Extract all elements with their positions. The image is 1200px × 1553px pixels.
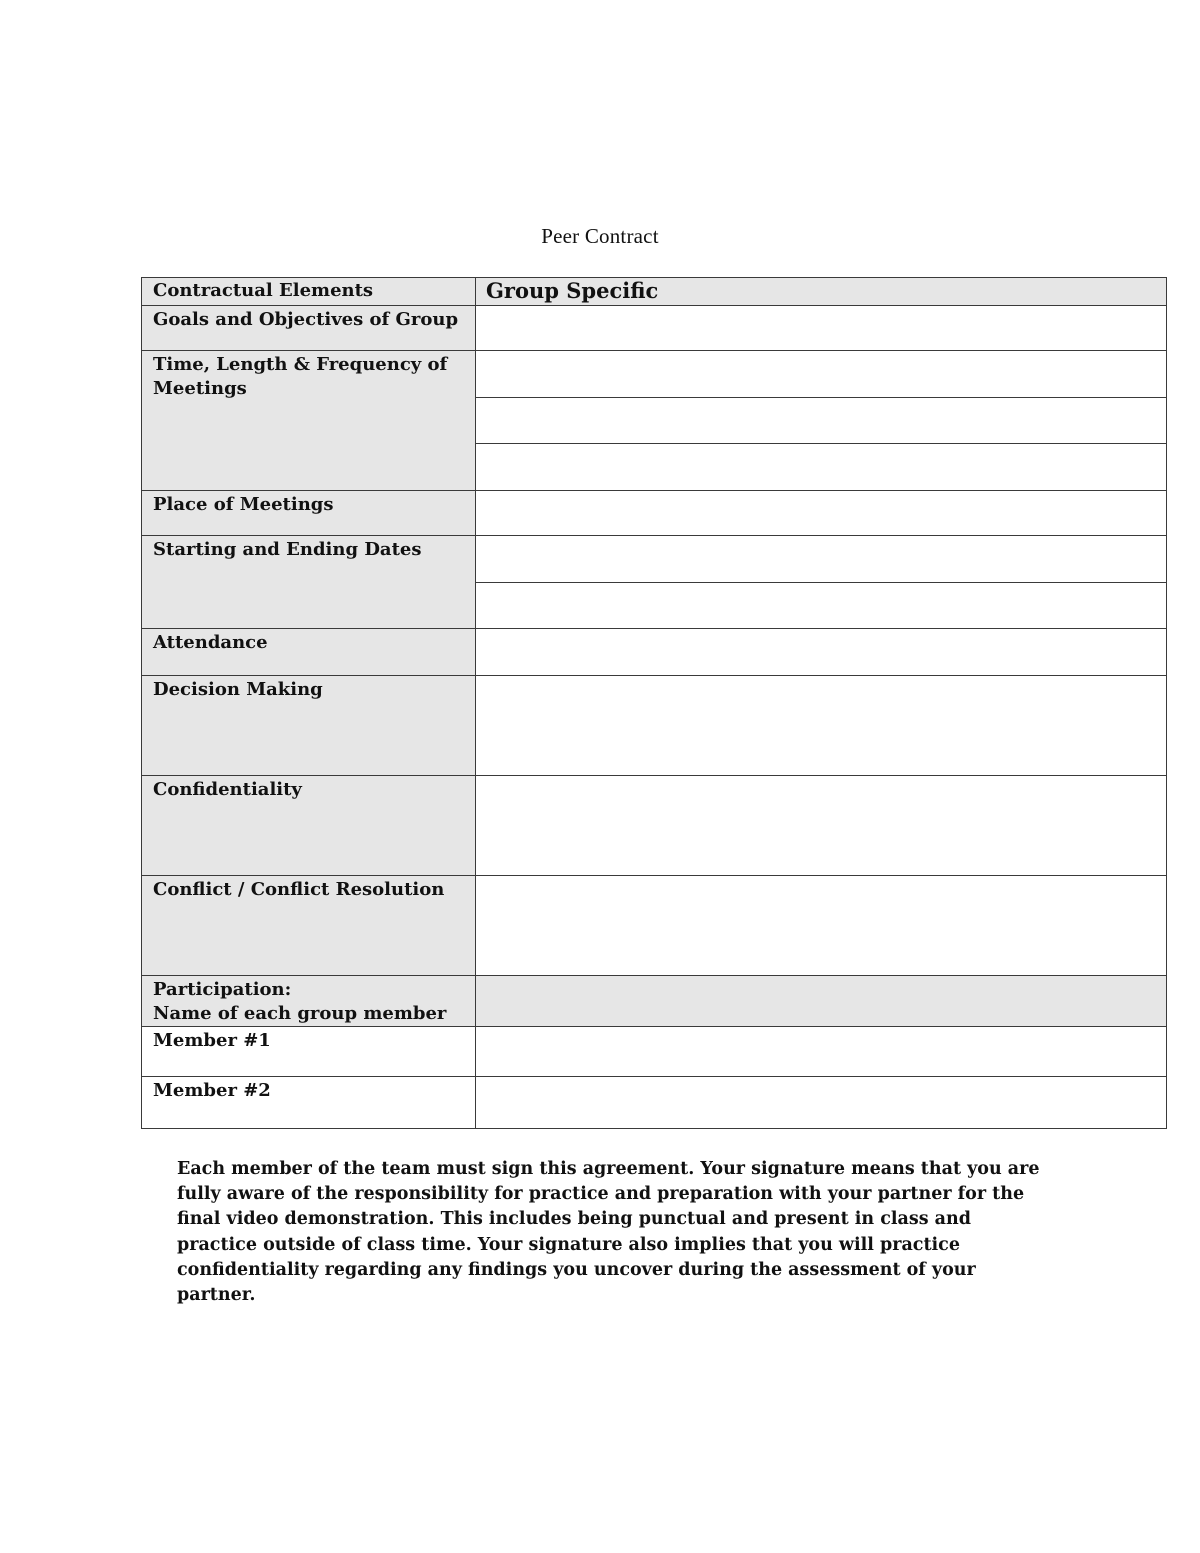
row-label-attendance: Attendance: [142, 629, 476, 676]
row-label-participation-line-2: Name of each group member: [153, 1003, 447, 1024]
peer-contract-table: [141, 277, 1167, 1129]
entry-place[interactable]: [476, 491, 1167, 536]
entry-attendance[interactable]: [476, 629, 1167, 676]
table-row: [142, 876, 1167, 976]
row-label-goals: Goals and Objectives of Group: [142, 306, 476, 351]
row-label-place: Place of Meetings: [142, 491, 476, 536]
entry-decision-making[interactable]: [476, 676, 1167, 776]
entry-goals[interactable]: [476, 306, 1167, 351]
table-row: [142, 776, 1167, 876]
row-label-participation: [142, 976, 476, 1027]
row-label-confidentiality: Confidentiality: [142, 776, 476, 876]
entry-member-1[interactable]: [476, 1027, 1167, 1077]
header-group-specific: Group Specific: [476, 278, 1167, 306]
row-label-conflict: Conflict / Conflict Resolution: [142, 876, 476, 976]
entry-time-1[interactable]: [476, 351, 1167, 398]
table-header-row: [142, 278, 1167, 306]
row-label-time-line-1: Time, Length & Frequency of: [153, 354, 448, 375]
row-label-member-2: Member #2: [142, 1077, 476, 1129]
entry-member-2[interactable]: [476, 1077, 1167, 1129]
table-row: [142, 351, 1167, 398]
entry-conflict[interactable]: [476, 876, 1167, 976]
table-row: [142, 629, 1167, 676]
table-row: [142, 306, 1167, 351]
row-label-dates: Starting and Ending Dates: [142, 536, 476, 629]
row-label-member-1: Member #1: [142, 1027, 476, 1077]
entry-participation: [476, 976, 1167, 1027]
row-label-decision-making: Decision Making: [142, 676, 476, 776]
row-label-time-line-2: Meetings: [153, 378, 247, 399]
entry-dates-1[interactable]: [476, 536, 1167, 583]
table-row: [142, 976, 1167, 1027]
row-label-time-length-frequency: [142, 351, 476, 491]
table-row: [142, 1077, 1167, 1129]
table-row: [142, 1027, 1167, 1077]
agreement-paragraph: Each member of the team must sign this agreement. Your signature means that you are fully aware of the responsibility for practice and preparation with your partner for the final video demonstration. This includes being punctual and present in class and practice outside of class time. Your signature also implies that you will practice confidentiality regarding any findings you uncover during the assessment of your partner.: [177, 1159, 1040, 1306]
table-row: [142, 676, 1167, 776]
table-row: [142, 536, 1167, 583]
entry-confidentiality[interactable]: [476, 776, 1167, 876]
entry-dates-2[interactable]: [476, 583, 1167, 629]
entry-time-3[interactable]: [476, 444, 1167, 491]
entry-time-2[interactable]: [476, 398, 1167, 444]
header-contractual-elements: Contractual Elements: [142, 278, 476, 306]
table-row: [142, 491, 1167, 536]
document-title: Peer Contract: [541, 224, 659, 248]
row-label-participation-line-1: Participation:: [153, 979, 292, 1000]
